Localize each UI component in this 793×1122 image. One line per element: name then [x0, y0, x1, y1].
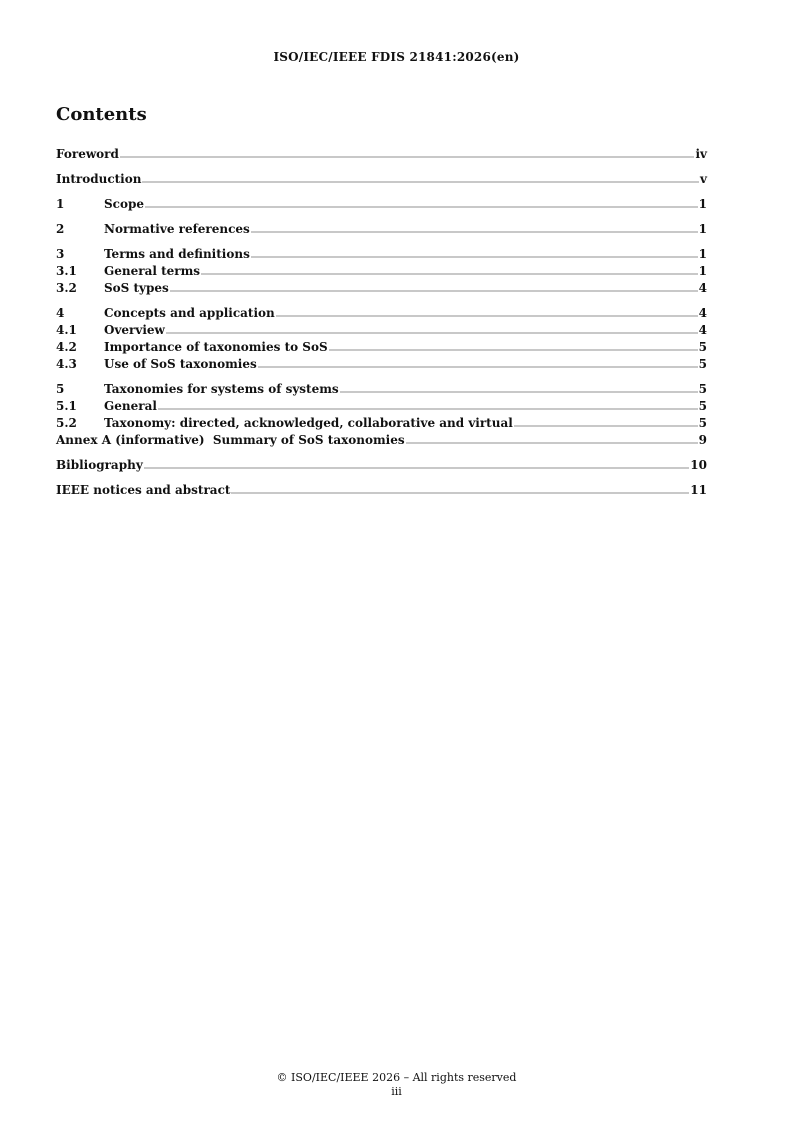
dot-leader — [144, 458, 690, 470]
dot-leader — [201, 264, 698, 276]
dot-leader — [158, 399, 698, 411]
toc-number: 1 — [56, 197, 65, 212]
toc-number: 4.3 — [56, 356, 77, 371]
toc-page-number: 9 — [698, 432, 707, 447]
toc-page-number: 5 — [698, 339, 707, 354]
toc-entry-scope[interactable] — [56, 196, 707, 213]
toc-page-number: 5 — [698, 381, 707, 396]
toc-label: SoS types — [104, 281, 169, 296]
toc-label: Overview — [104, 323, 165, 338]
toc-page-number: 5 — [698, 356, 707, 371]
toc-page-number: 4 — [698, 281, 707, 296]
toc-entry-concepts-and-application[interactable] — [56, 305, 707, 322]
toc-label: Taxonomies for systems of systems — [104, 381, 339, 396]
toc-entry-importance-of-taxonomies[interactable] — [56, 339, 707, 356]
document-header: ISO/IEC/IEEE FDIS 21841:2026(en) — [273, 50, 520, 64]
dot-leader — [170, 281, 698, 293]
toc-entry-bibliography[interactable] — [56, 457, 707, 474]
toc-page-number: 4 — [698, 306, 707, 321]
table-of-contents — [56, 146, 707, 499]
toc-entry-sos-types[interactable] — [56, 280, 707, 297]
toc-label: Bibliography — [56, 457, 143, 472]
toc-number: 3 — [56, 247, 65, 262]
dot-leader — [276, 306, 698, 318]
toc-label: Scope — [104, 197, 145, 212]
toc-number: 5 — [56, 381, 65, 396]
toc-entry-overview[interactable] — [56, 322, 707, 339]
dot-leader — [166, 323, 698, 335]
dot-leader — [251, 247, 698, 259]
page-number: iii — [391, 1085, 402, 1098]
toc-number: 4 — [56, 306, 65, 321]
dot-leader — [145, 197, 698, 209]
contents-title: Contents — [56, 104, 147, 125]
toc-label: Terms and definitions — [104, 247, 250, 262]
dot-leader — [406, 433, 698, 445]
toc-number: 3.2 — [56, 281, 77, 296]
toc-label: Importance of taxonomies to SoS — [104, 339, 328, 354]
toc-page-number: 1 — [698, 197, 707, 212]
toc-label: Concepts and application — [104, 306, 275, 321]
toc-entry-taxonomy-types[interactable] — [56, 415, 707, 432]
toc-label: Annex A (informative) Summary of SoS taxonomies — [56, 432, 405, 447]
toc-page-number: 1 — [698, 247, 707, 262]
dot-leader — [120, 147, 695, 159]
toc-label: Taxonomy: directed, acknowledged, collaborative and virtual — [104, 415, 513, 430]
toc-page-number: 1 — [698, 222, 707, 237]
toc-page-number: 4 — [698, 323, 707, 338]
dot-leader — [258, 357, 698, 369]
toc-entry-terms-and-definitions[interactable] — [56, 246, 707, 263]
toc-label: General terms — [104, 264, 201, 279]
toc-entry-introduction[interactable] — [56, 171, 707, 188]
toc-label: IEEE notices and abstract — [56, 482, 231, 497]
toc-page-number: iv — [695, 147, 707, 161]
toc-page-number: v — [700, 172, 707, 187]
toc-number: 5.1 — [56, 398, 77, 413]
dot-leader — [340, 382, 698, 394]
dot-leader — [231, 483, 689, 495]
toc-number: 4.1 — [56, 323, 77, 338]
toc-number: 2 — [56, 222, 65, 237]
toc-entry-use-of-sos-taxonomies[interactable] — [56, 356, 707, 373]
dot-leader — [251, 222, 698, 234]
toc-page-number: 11 — [690, 482, 707, 497]
toc-number: 5.2 — [56, 415, 77, 430]
toc-label: Foreword — [56, 147, 119, 161]
toc-entry-annex-a[interactable] — [56, 432, 707, 449]
toc-entry-foreword[interactable] — [56, 146, 707, 163]
copyright-notice: © ISO/IEC/IEEE 2026 – All rights reserved — [276, 1071, 517, 1084]
toc-entry-normative-references[interactable] — [56, 221, 707, 238]
toc-page-number: 1 — [698, 264, 707, 279]
toc-entry-general[interactable] — [56, 398, 707, 415]
toc-page-number: 5 — [698, 398, 707, 413]
toc-number: 4.2 — [56, 339, 77, 354]
toc-entry-general-terms[interactable] — [56, 263, 707, 280]
toc-page-number: 5 — [698, 415, 707, 430]
toc-number: 3.1 — [56, 264, 77, 279]
dot-leader — [329, 340, 698, 352]
toc-label: Introduction — [56, 172, 142, 187]
toc-label: Normative references — [104, 222, 250, 237]
toc-label: General — [104, 398, 157, 413]
dot-leader — [142, 172, 699, 184]
dot-leader — [514, 416, 698, 428]
toc-page-number: 10 — [690, 457, 707, 472]
toc-entry-taxonomies-for-sos[interactable] — [56, 381, 707, 398]
toc-label: Use of SoS taxonomies — [104, 356, 257, 371]
toc-entry-ieee-notices[interactable] — [56, 482, 707, 499]
page-footer — [0, 1071, 793, 1099]
